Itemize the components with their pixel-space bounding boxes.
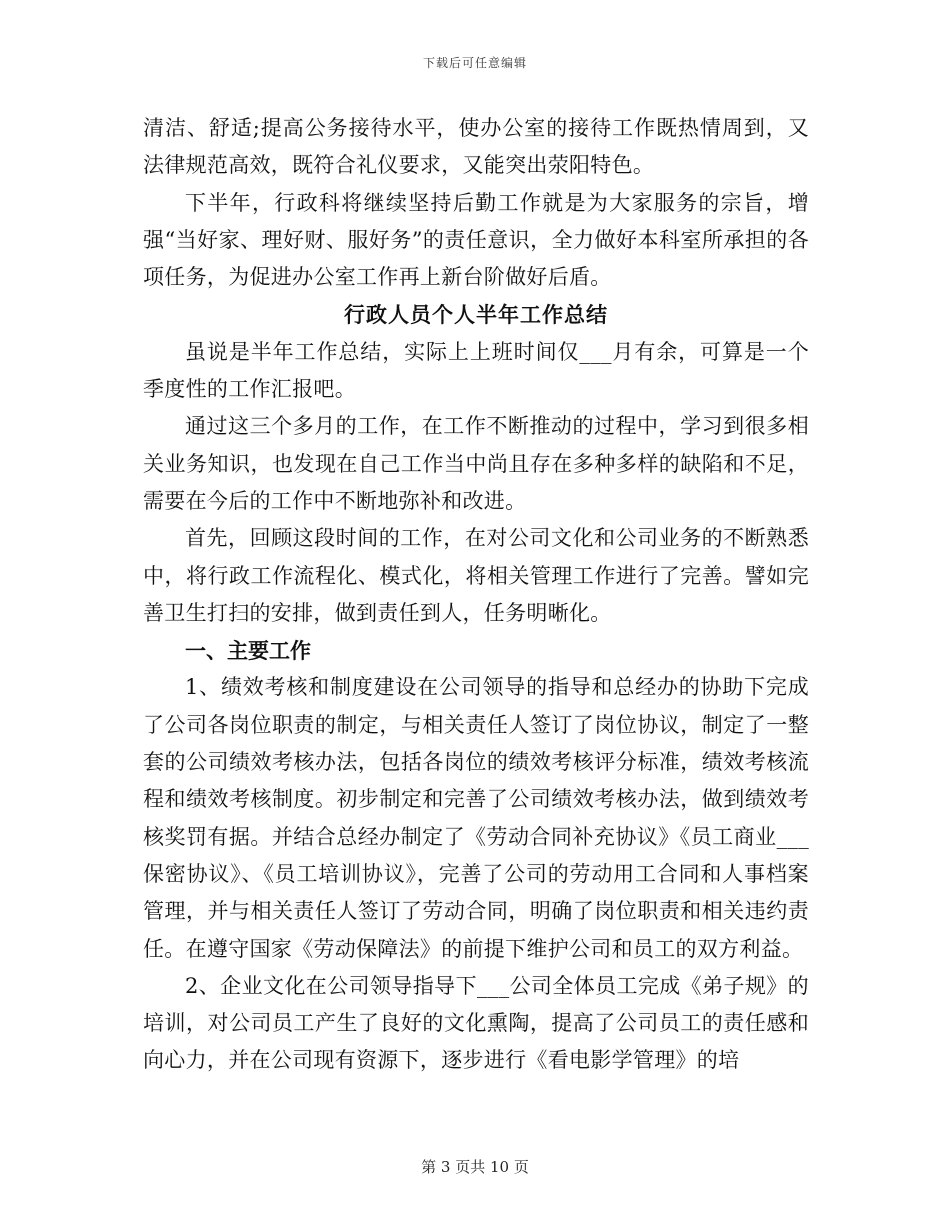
paragraph-learning: 通过这三个多月的工作，在工作不断推动的过程中，学习到很多相关业务知识，也发现在自己工作当中尚且存在多种多样的缺陷和不足，需要在今后的工作中不断地弥补和改进。: [143, 414, 809, 513]
page-header: 下载后可任意编辑: [422, 56, 527, 70]
paragraph-continued: 清洁、舒适;提高公务接待水平，使办公室的接待工作既热情周到，又法律规范高效，既符合礼仪要求，又能突出荥阳特色。: [143, 116, 809, 178]
document-body: [143, 110, 809, 1080]
document-title: 行政人员个人半年工作总结: [344, 302, 608, 328]
paragraph-corporate-culture: 2、企业文化在公司领导指导下___公司全体员工完成《弟子规》的培训，对公司员工产生了良好的文化熏陶，提高了公司员工的责任感和向心力，并在公司现有资源下，逐步进行《看电影学管理》的培: [143, 973, 809, 1073]
paragraph-performance-appraisal: 1、绩效考核和制度建设在公司领导的指导和总经办的协助下完成了公司各岗位职责的制定，与相关责任人签订了岗位协议，制定了一整套的公司绩效考核办法，包括各岗位的绩效考核评分标准，绩效考核流程和绩效考核制度。初步制定和完善了公司绩效考核办法，做到绩效考核奖罚有据。并结合总经办制定了《劳动合同补充协议》《员工商业___保密协议》、《员工培训协议》，完善了公司的劳动用工合同和人事档案管理，并与相关责任人签订了劳动合同，明确了岗位职责和相关违约责任。在遵守国家《劳动保障法》的前提下维护公司和员工的双方利益。: [143, 675, 809, 961]
paragraph-second-half-plan: 下半年，行政科将继续坚持后勤工作就是为大家服务的宗旨，增强“当好家、理好财、服好务”的责任意识，全力做好本科室所承担的各项任务，为促进办公室工作再上新台阶做好后盾。: [143, 190, 809, 290]
paragraph-intro: 虽说是半年工作总结，实际上上班时间仅___月有余，可算是一个季度性的工作汇报吧。: [143, 339, 809, 402]
paragraph-review: 首先，回顾这段时间的工作，在对公司文化和公司业务的不断熟悉中，将行政工作流程化、模式化，将相关管理工作进行了完善。譬如完善卫生打扫的安排，做到责任到人，任务明晰化。: [143, 526, 809, 625]
page-number: 第 3 页共 10 页: [421, 1158, 529, 1176]
section-heading-main-work: 一、主要工作: [185, 638, 311, 664]
